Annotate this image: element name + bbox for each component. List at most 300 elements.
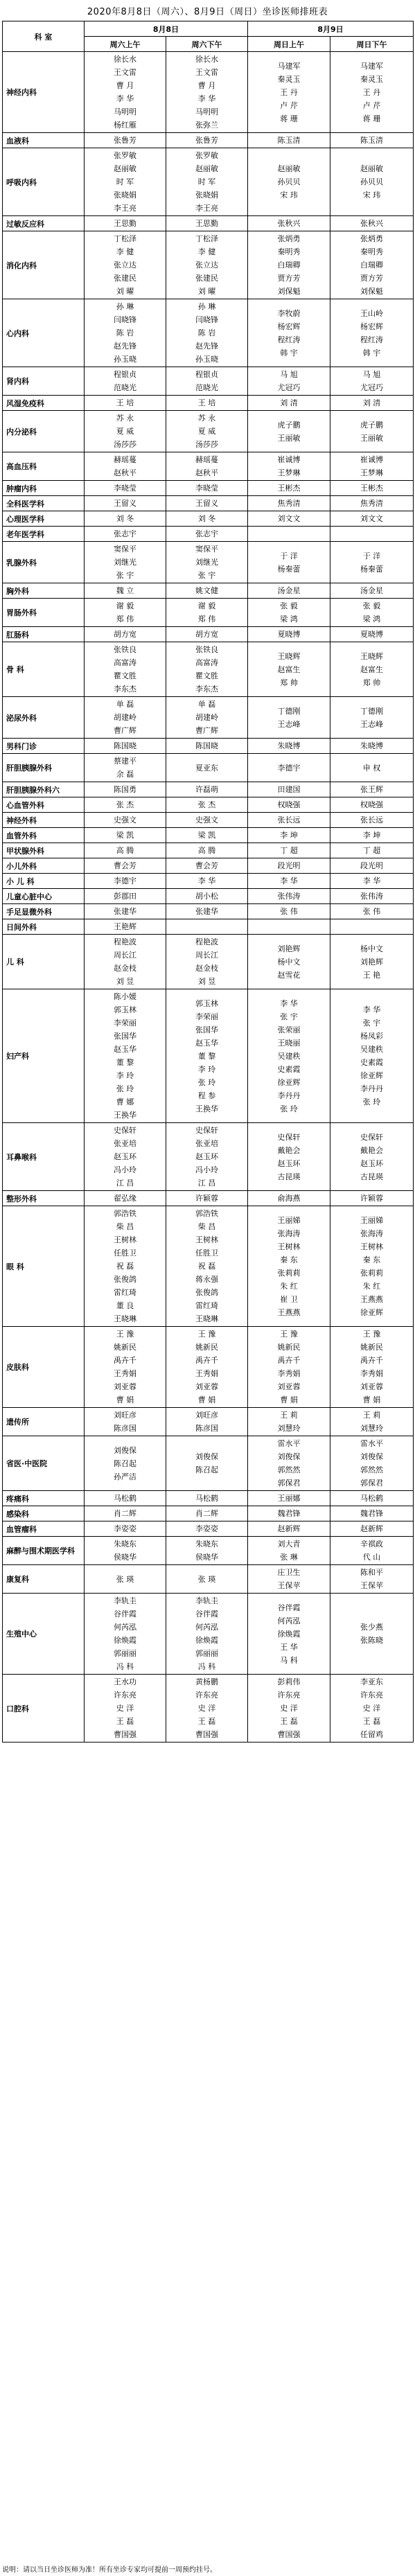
- doctor-name: 谢 毅: [116, 601, 134, 610]
- doctor-name: 曹国强: [195, 1730, 218, 1739]
- session-cell: [248, 396, 330, 411]
- doctor-name: 张 瑛: [116, 1574, 134, 1584]
- doctor-name: 赫瑶蔓: [114, 455, 136, 464]
- department-name: 骨 科: [3, 642, 85, 697]
- doctor-name: 赵丽敏: [360, 164, 383, 173]
- doctor-name: 陈玉清: [360, 136, 383, 145]
- doctor-name: 崔 卫: [280, 1294, 298, 1304]
- session-cell: [85, 1521, 166, 1537]
- doctor-name: 何芮泓: [277, 1616, 301, 1625]
- doctor-name: 董 黎: [197, 1051, 216, 1061]
- department-name: 小儿外科: [3, 858, 85, 874]
- session-cell: [330, 527, 414, 542]
- session-cell: [248, 1537, 330, 1565]
- doctor-name: 俞海燕: [277, 1194, 301, 1203]
- session-cell: [248, 919, 330, 935]
- session-cell: [330, 583, 414, 599]
- doctor-name: 古昆瑛: [277, 1172, 301, 1181]
- session-cell: [85, 989, 166, 1123]
- doctor-name: 王梦琳: [360, 468, 383, 477]
- doctor-name: 李 健: [116, 247, 134, 256]
- session-cell: [248, 1123, 330, 1191]
- doctor-name: 张秋兴: [360, 219, 383, 228]
- doctor-name: 戴艳会: [277, 1145, 301, 1155]
- department-name: 男科门诊: [3, 739, 85, 754]
- doctor-name: 马建军: [360, 61, 383, 71]
- department-name: 神经外科: [3, 813, 85, 828]
- doctor-name: 高富涛: [195, 658, 218, 667]
- doctor-name: 史保轩: [360, 1132, 383, 1142]
- doctor-name: 赵玉环: [277, 1158, 301, 1168]
- doctor-name: 王梦琳: [277, 468, 301, 477]
- doctor-name: 张长远: [277, 815, 301, 824]
- doctor-name: 辛祺政: [360, 1540, 383, 1549]
- doctor-name: 孙玉晓: [195, 355, 218, 364]
- session-cell: [166, 919, 248, 935]
- doctor-name: 张建民: [195, 274, 218, 283]
- doctor-name: 肖二辉: [195, 1509, 218, 1518]
- session-cell: [85, 511, 166, 527]
- doctor-name: 赵玉环: [195, 1152, 218, 1161]
- session-cell: [330, 797, 414, 813]
- session-cell: [248, 1436, 330, 1491]
- doctor-name: 张国华: [195, 1025, 218, 1034]
- doctor-name: 张 玲: [280, 1104, 298, 1113]
- doctor-name: 曹 娜: [116, 1097, 134, 1106]
- doctor-name: 刘艳辉: [277, 944, 301, 953]
- doctor-name: 张莉莉: [277, 1268, 301, 1278]
- doctor-name: 赵富生: [277, 664, 301, 674]
- doctor-name: 王丽娣: [360, 1215, 383, 1225]
- session-cell: [166, 133, 248, 148]
- session-cell: [248, 989, 330, 1123]
- department-name: 神经内科: [3, 52, 85, 133]
- doctor-name: 高 腾: [197, 846, 216, 855]
- session-cell: [248, 599, 330, 627]
- department-name: 胸外科: [3, 583, 85, 599]
- doctor-name: 马松鹤: [114, 1494, 136, 1503]
- doctor-name: 焦秀清: [360, 499, 383, 508]
- doctor-name: 张长远: [360, 815, 383, 824]
- doctor-name: 张立达: [195, 261, 218, 270]
- session-cell: [166, 216, 248, 231]
- doctor-name: 张王辉: [360, 785, 383, 794]
- doctor-name: 秦明秀: [277, 247, 301, 256]
- doctor-name: 王 豫: [280, 1330, 298, 1339]
- session-cell: [330, 739, 414, 754]
- doctor-name: 于 洋: [280, 551, 298, 561]
- department-name: 日间外科: [3, 919, 85, 935]
- doctor-name: 梁 鸿: [362, 615, 381, 624]
- doctor-name: 郭玉林: [195, 998, 218, 1008]
- doctor-name: 朱晓博: [360, 741, 383, 750]
- doctor-name: 谷伴霞: [195, 1609, 218, 1618]
- doctor-name: 赵金枝: [195, 964, 218, 973]
- session-cell: [85, 133, 166, 148]
- department-name: 疼痛科: [3, 1491, 85, 1506]
- session-cell: [85, 481, 166, 496]
- session-cell: [330, 843, 414, 858]
- session-cell: [85, 542, 166, 583]
- doctor-name: 姚新民: [195, 1343, 218, 1352]
- doctor-name: 何芮泓: [195, 1623, 218, 1632]
- session-cell: [166, 231, 248, 299]
- doctor-name: 郭然然: [360, 1465, 383, 1474]
- session-cell: [330, 1675, 414, 1743]
- doctor-name: 张铁良: [114, 645, 136, 654]
- doctor-name: 胡方宽: [114, 630, 136, 639]
- doctor-name: 赵新辉: [360, 1524, 383, 1533]
- doctor-name: 梁 鸿: [280, 615, 298, 624]
- session-cell: [330, 889, 414, 904]
- doctor-name: 程红涛: [360, 335, 383, 344]
- doctor-name: 马明明: [195, 107, 218, 116]
- department-name: 手足显微外科: [3, 904, 85, 919]
- session-cell: [330, 904, 414, 919]
- doctor-name: 郑 伟: [116, 615, 134, 624]
- doctor-name: 王树林: [277, 1242, 301, 1251]
- doctor-name: 胡方宽: [195, 630, 218, 639]
- doctor-name: 赵玉环: [114, 1152, 136, 1161]
- doctor-name: 朱晓东: [114, 1540, 136, 1549]
- session-cell: [248, 52, 330, 133]
- session-cell: [330, 989, 414, 1123]
- doctor-name: 贾方芳: [360, 274, 383, 283]
- doctor-name: 刘旺彦: [114, 1411, 136, 1420]
- doctor-name: 张伟涛: [360, 892, 383, 901]
- doctor-name: 张国华: [114, 1032, 136, 1041]
- doctor-name: 张少燕: [360, 1623, 383, 1632]
- session-cell: [85, 1675, 166, 1743]
- doctor-name: 刘亚蓉: [360, 1382, 383, 1391]
- doctor-name: 朱 红: [362, 1281, 381, 1291]
- department-name: 康复科: [3, 1565, 85, 1594]
- doctor-name: 卢 芹: [280, 100, 298, 110]
- doctor-name: 张志宇: [195, 529, 218, 538]
- doctor-name: 陈 岩: [116, 328, 134, 337]
- department-name: 心血管外科: [3, 797, 85, 813]
- session-cell: [330, 496, 414, 511]
- doctor-name: 杨宏辉: [360, 321, 383, 331]
- department-row: [3, 843, 414, 858]
- doctor-name: 程艳波: [114, 937, 136, 946]
- doctor-name: 王燕燕: [360, 1294, 383, 1304]
- session-cell: [85, 797, 166, 813]
- doctor-name: 彭莉伟: [277, 1677, 301, 1686]
- session-cell: [85, 1436, 166, 1491]
- session-cell: [85, 1565, 166, 1594]
- doctor-name: 吴建秩: [360, 1045, 383, 1054]
- department-row: [3, 231, 414, 299]
- session-cell: [85, 697, 166, 739]
- doctor-name: 江 昌: [116, 1179, 134, 1188]
- doctor-name: 刘 曜: [197, 287, 216, 296]
- department-row: [3, 1191, 414, 1206]
- doctor-name: 韩 宇: [362, 348, 381, 358]
- department-row: [3, 813, 414, 828]
- session-cell: [330, 1327, 414, 1408]
- doctor-name: 禹卉千: [114, 1356, 136, 1365]
- department-name: 皮肤科: [3, 1327, 85, 1408]
- session-cell: [166, 1206, 248, 1327]
- doctor-name: 李王亮: [195, 204, 218, 213]
- doctor-name: 曹广辉: [114, 726, 136, 735]
- doctor-name: 禹卉千: [195, 1356, 218, 1365]
- doctor-name: 王晓辉: [277, 651, 301, 661]
- doctor-name: 马建军: [277, 61, 301, 71]
- doctor-name: 蔡建平: [114, 757, 136, 766]
- session-cell: [166, 627, 248, 642]
- doctor-name: 张 宇: [197, 571, 216, 580]
- doctor-name: 刘继光: [114, 558, 136, 567]
- session-cell: [330, 782, 414, 797]
- doctor-name: 马 科: [280, 1655, 298, 1665]
- doctor-name: 郭然然: [277, 1465, 301, 1474]
- session-cell: [166, 935, 248, 989]
- doctor-name: 蒋永强: [195, 1275, 218, 1284]
- doctor-name: 崔诚博: [360, 455, 383, 464]
- doctor-name: 张 毅: [280, 601, 298, 610]
- doctor-name: 李 华: [280, 998, 298, 1008]
- session-cell: [248, 1206, 330, 1327]
- doctor-name: 张弥兰: [195, 121, 218, 130]
- doctor-name: 肖二辉: [114, 1509, 136, 1518]
- session-cell: [248, 411, 330, 452]
- doctor-name: 刘文文: [277, 514, 301, 523]
- session-cell: [248, 754, 330, 782]
- doctor-name: 任胜卫: [114, 1249, 136, 1258]
- doctor-name: 田建国: [277, 785, 301, 794]
- doctor-name: 孙严洁: [114, 1472, 136, 1481]
- department-name: 肛肠科: [3, 627, 85, 642]
- doctor-name: 王 磊: [116, 1717, 134, 1726]
- doctor-name: 汤莎莎: [195, 440, 218, 449]
- doctor-name: 李轨圭: [195, 1596, 218, 1605]
- doctor-name: 许东亮: [277, 1691, 301, 1700]
- doctor-name: 李 华: [197, 876, 216, 885]
- department-name: 小 儿 科: [3, 874, 85, 889]
- department-name: 风湿免疫科: [3, 396, 85, 411]
- doctor-name: 王 磊: [197, 1717, 216, 1726]
- doctor-name: 丁 超: [280, 846, 298, 855]
- doctor-name: 王丽敏: [360, 433, 383, 443]
- session-cell: [330, 452, 414, 481]
- doctor-name: 杨中文: [360, 944, 383, 953]
- doctor-name: 张伟涛: [277, 892, 301, 901]
- department-row: [3, 481, 414, 496]
- doctor-name: 刘慧玲: [360, 1424, 383, 1433]
- doctor-name: 张亚培: [114, 1139, 136, 1148]
- session-cell: [85, 754, 166, 782]
- doctor-name: 陈国晓: [114, 741, 136, 750]
- doctor-name: 陈召起: [114, 1458, 136, 1468]
- doctor-name: 汤金星: [360, 586, 383, 595]
- session-cell: [330, 481, 414, 496]
- doctor-name: 李 华: [280, 876, 298, 885]
- doctor-name: 张俊鸽: [195, 1288, 218, 1297]
- doctor-name: 张 瑛: [197, 1574, 216, 1584]
- department-row: [3, 1408, 414, 1436]
- doctor-name: 孙 琳: [197, 302, 216, 311]
- doctor-name: 王留义: [114, 499, 136, 508]
- doctor-name: 王 豫: [362, 1330, 381, 1339]
- doctor-name: 时 军: [197, 177, 216, 186]
- doctor-name: 张铁良: [195, 645, 218, 654]
- doctor-name: 刘 清: [362, 398, 381, 407]
- session-cell: [248, 782, 330, 797]
- department-name: 甲状腺外科: [3, 843, 85, 858]
- doctor-name: 李姿姿: [195, 1524, 218, 1533]
- department-row: [3, 1521, 414, 1537]
- doctor-name: 张 毅: [362, 601, 381, 610]
- session-cell: [330, 1408, 414, 1436]
- doctor-name: 王水功: [114, 1677, 136, 1686]
- doctor-name: 李轨圭: [114, 1596, 136, 1605]
- doctor-name: 陈彦国: [114, 1424, 136, 1433]
- session-cell: [248, 481, 330, 496]
- department-row: [3, 828, 414, 843]
- doctor-name: 徐焕霞: [114, 1636, 136, 1645]
- department-name: 儿 科: [3, 935, 85, 989]
- doctor-name: 朱晓博: [277, 741, 301, 750]
- department-row: [3, 52, 414, 133]
- doctor-name: 史保轩: [195, 1126, 218, 1135]
- doctor-name: 刘大青: [277, 1540, 301, 1549]
- doctor-name: 戴艳会: [360, 1145, 383, 1155]
- department-name: 血液科: [3, 133, 85, 148]
- department-name: 心理医学科: [3, 511, 85, 527]
- doctor-name: 高 腾: [116, 846, 134, 855]
- session-cell: [85, 1191, 166, 1206]
- doctor-name: 赵先锋: [114, 342, 136, 351]
- doctor-name: 史 洋: [116, 1704, 134, 1713]
- doctor-name: 李荣丽: [114, 1018, 136, 1027]
- session-cell: [248, 889, 330, 904]
- session-cell: [330, 1521, 414, 1537]
- doctor-name: 赵玉环: [360, 1158, 383, 1168]
- doctor-name: 苏 永: [197, 414, 216, 423]
- doctor-name: 朱晓东: [195, 1540, 218, 1549]
- doctor-name: 周长江: [114, 951, 136, 960]
- session-cell: [166, 511, 248, 527]
- doctor-name: 胡小松: [195, 892, 218, 901]
- doctor-name: 陈玉清: [277, 136, 301, 145]
- doctor-name: 李 玲: [116, 1071, 134, 1080]
- doctor-name: 白瑞卿: [360, 261, 383, 270]
- doctor-name: 徐焕霞: [195, 1636, 218, 1645]
- session-cell: [248, 874, 330, 889]
- doctor-name: 任胜卫: [195, 1249, 218, 1258]
- doctor-name: 王 豫: [116, 1330, 134, 1339]
- doctor-name: 王晓辉: [360, 651, 383, 661]
- doctor-name: 周长江: [195, 951, 218, 960]
- doctor-name: 王晓琳: [195, 1314, 218, 1323]
- department-name: 妇产科: [3, 989, 85, 1123]
- doctor-name: 张晓娟: [195, 191, 218, 200]
- department-row: [3, 396, 414, 411]
- doctor-name: 夏 威: [116, 427, 134, 436]
- header-session-sat-pm: 周六下午: [166, 37, 248, 52]
- doctor-name: 曹 娟: [197, 1395, 216, 1404]
- session-cell: [248, 527, 330, 542]
- doctor-name: 赵秋平: [195, 468, 218, 477]
- session-cell: [166, 583, 248, 599]
- doctor-name: 张 宇: [116, 571, 134, 580]
- doctor-name: 赵丽敏: [114, 164, 136, 173]
- doctor-name: 张志宇: [114, 529, 136, 538]
- session-cell: [330, 1506, 414, 1521]
- session-cell: [330, 1565, 414, 1594]
- department-row: [3, 583, 414, 599]
- doctor-name: 刘旺彦: [195, 1411, 218, 1420]
- doctor-name: 马 旭: [362, 370, 381, 379]
- session-cell: [330, 1537, 414, 1565]
- doctor-name: 王文雷: [195, 68, 218, 77]
- doctor-name: 陈召起: [195, 1465, 218, 1474]
- header-session-sun-am: 周日上午: [248, 37, 330, 52]
- session-cell: [85, 642, 166, 697]
- session-cell: [330, 396, 414, 411]
- session-cell: [248, 828, 330, 843]
- doctor-name: 冯 科: [116, 1662, 134, 1671]
- doctor-name: 魏 立: [116, 586, 134, 595]
- doctor-name: 丁松泽: [195, 234, 218, 243]
- doctor-name: 汤金星: [277, 586, 301, 595]
- doctor-name: 李姿姿: [114, 1524, 136, 1533]
- session-cell: [330, 216, 414, 231]
- header-date-aug8: 8月8日: [85, 21, 248, 37]
- schedule-body: [3, 52, 414, 1743]
- doctor-name: 于 洋: [362, 551, 381, 561]
- session-cell: [85, 1327, 166, 1408]
- doctor-name: 王山岭: [360, 308, 383, 318]
- session-cell: [330, 148, 414, 216]
- doctor-name: 张 玲: [116, 1084, 134, 1093]
- department-row: [3, 542, 414, 583]
- doctor-name: 张 玲: [362, 1097, 381, 1106]
- doctor-name: 王秀娟: [195, 1369, 218, 1378]
- session-cell: [248, 1675, 330, 1743]
- doctor-name: 孙贝贝: [277, 177, 301, 186]
- doctor-name: 何芮泓: [114, 1623, 136, 1632]
- doctor-name: 祝 磊: [197, 1262, 216, 1271]
- doctor-name: 王树林: [360, 1242, 383, 1251]
- doctor-name: 王 磊: [280, 1717, 298, 1726]
- doctor-name: 权晓强: [360, 800, 383, 809]
- doctor-name: 曹广辉: [195, 726, 218, 735]
- doctor-name: 马松鹤: [360, 1494, 383, 1503]
- session-cell: [166, 797, 248, 813]
- doctor-name: 王燕燕: [277, 1307, 301, 1317]
- department-name: 消化内科: [3, 231, 85, 299]
- doctor-name: 丁德刚: [277, 706, 301, 716]
- doctor-name: 王思勤: [195, 219, 218, 228]
- session-cell: [166, 828, 248, 843]
- doctor-name: 王彬杰: [277, 484, 301, 493]
- doctor-name: 徐亚辉: [277, 1077, 301, 1087]
- session-cell: [166, 148, 248, 216]
- department-name: 血管瘤科: [3, 1521, 85, 1537]
- session-cell: [166, 496, 248, 511]
- doctor-name: 刘俊保: [277, 1452, 301, 1461]
- session-cell: [330, 828, 414, 843]
- session-cell: [166, 1537, 248, 1565]
- session-cell: [248, 496, 330, 511]
- doctor-name: 郭丽丽: [195, 1649, 218, 1658]
- session-cell: [330, 754, 414, 782]
- doctor-name: 王树林: [114, 1235, 136, 1244]
- doctor-name: 史强文: [195, 815, 218, 824]
